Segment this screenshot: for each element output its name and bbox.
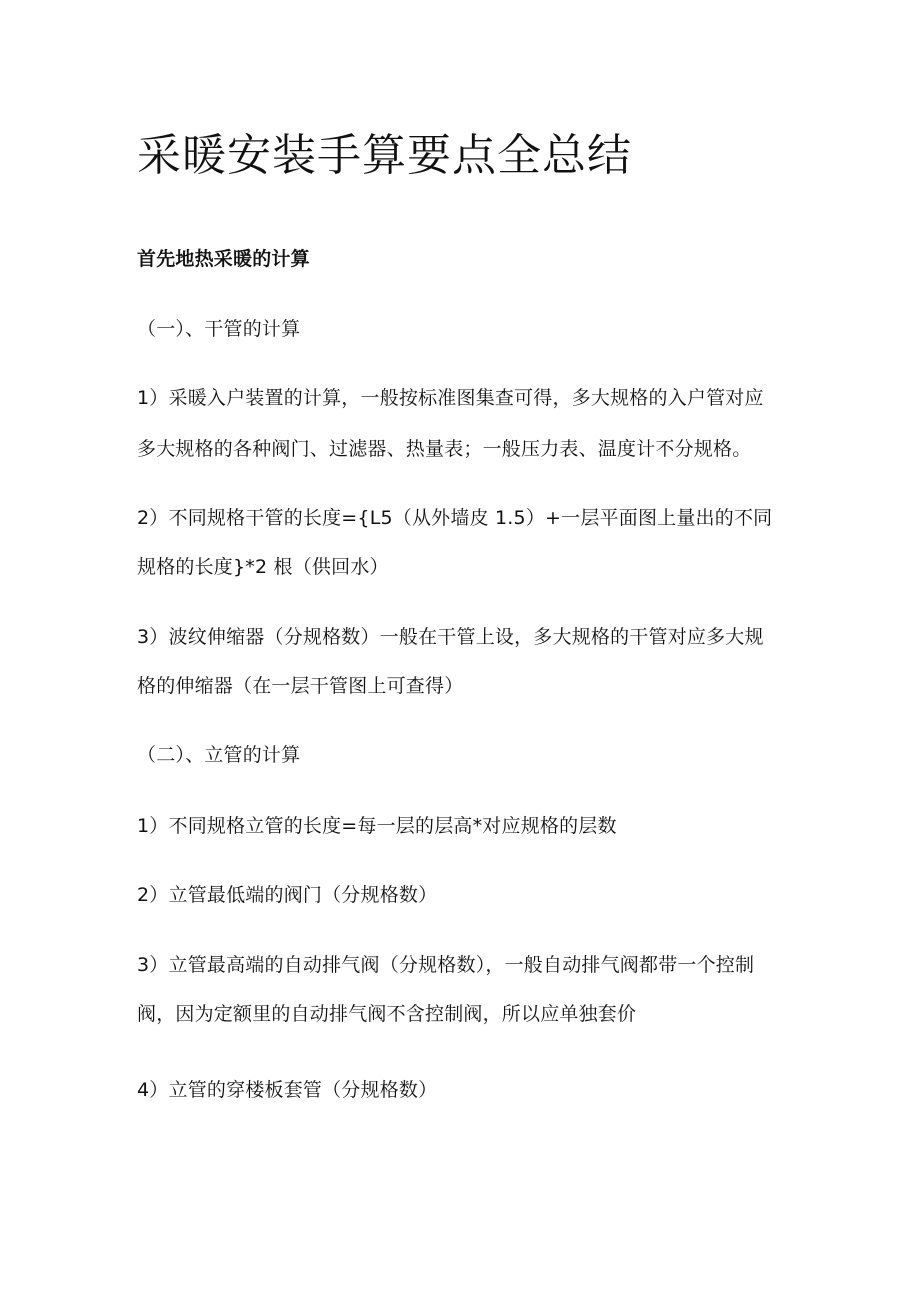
section-1-item-1-line-1: 1）采暖入户装置的计算，一般按标准图集查可得，多大规格的入户管对应 <box>137 387 764 409</box>
section-2-item-4: 4）立管的穿楼板套管（分规格数） <box>137 1079 438 1101</box>
section-1-item-2-line-2: 规格的长度}*2 根（供回水） <box>137 556 389 578</box>
section-1-heading: （一）、干管的计算 <box>137 318 301 340</box>
section-1-item-1-line-2: 多大规格的各种阀门、过滤器、热量表；一般压力表、温度计不分规格。 <box>137 438 752 460</box>
section-2-item-2: 2）立管最低端的阀门（分规格数） <box>137 884 438 906</box>
section-1-item-3-line-1: 3）波纹伸缩器（分规格数）一般在干管上设，多大规格的干管对应多大规 <box>137 626 764 648</box>
section-2-item-1: 1）不同规格立管的长度=每一层的层高*对应规格的层数 <box>137 815 617 837</box>
section-1-item-2-line-1: 2）不同规格干管的长度={L5（从外墙皮 1.5）+一层平面图上量出的不同 <box>137 507 773 529</box>
intro-heading: 首先地热采暖的计算 <box>137 248 310 270</box>
section-2-item-3-line-1: 3）立管最高端的自动排气阀（分规格数），一般自动排气阀都带一个控制 <box>137 954 755 976</box>
document-title: 采暖安装手算要点全总结 <box>137 130 632 181</box>
section-2-heading: （二）、立管的计算 <box>137 744 301 766</box>
section-2-item-3-line-2: 阀，因为定额里的自动排气阀不含控制阀，所以应单独套价 <box>137 1003 637 1025</box>
section-1-item-3-line-2: 格的伸缩器（在一层干管图上可查得） <box>137 675 464 697</box>
